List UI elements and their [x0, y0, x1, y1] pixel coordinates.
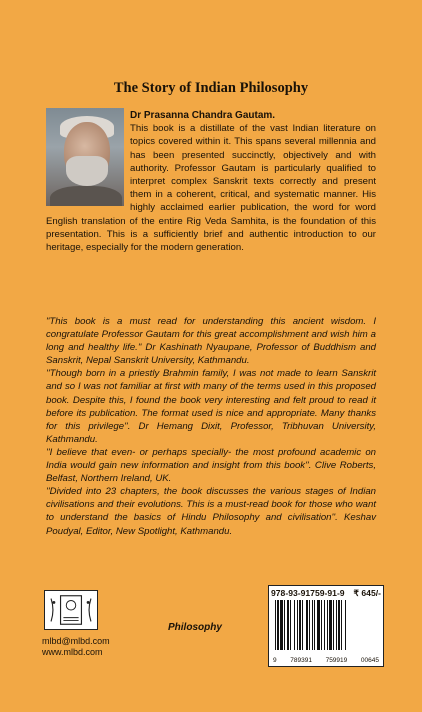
book-description: This book is a distillate of the vast Indian literature on topics covered within it. This spans several millennia and has been presented succinctly, objectively and with authority. Professor Gautam is particularly qualified to interpret complex Sanskrit texts correctly and present them in a coherent, critical, and systematic manner. His highly acclaimed earlier publication, the word for word English translation of the entire Rig Veda Samhita, is the foundation of this presentation. This is a sufficiently brief and authentic introduction to our heritage, especially for the modern generation.	[46, 123, 376, 254]
author-bio	[46, 109, 376, 254]
barcode-digit-group: 759919	[325, 657, 348, 664]
author-name: Dr Prasanna Chandra Gautam.	[130, 110, 276, 121]
publisher-email: mlbd@mlbd.com	[42, 636, 110, 646]
category-label: Philosophy	[168, 622, 222, 633]
reviews	[46, 315, 376, 538]
barcode	[273, 600, 381, 656]
isbn: 978-93-91759-91-9	[271, 588, 345, 598]
review-3: ''I believe that even- or perhaps specially- the most profound academic on India would gain new information and insight from this book''. Clive Roberts, Belfast, Northern Ireland, UK.	[46, 446, 376, 485]
publisher-website: www.mlbd.com	[42, 647, 103, 657]
publisher-logo	[44, 590, 98, 630]
review-2: ''Though born in a priestly Brahmin family, I was not made to learn Sanskrit and so I was not familiar at first with many of the terms used in this proposed book. Despite this, I found the book very interesting and felt proud to read it before its publication. The format used is nice and appropriate. Many thanks for this privilege''. Dr Hemang Dixit, Professor, Tribhuvan University, Kathmandu.	[46, 368, 376, 445]
publisher-logo-icon	[45, 591, 97, 629]
publisher-contact	[42, 636, 110, 658]
barcode-digit-group: 00645	[360, 657, 379, 664]
barcode-panel	[268, 585, 384, 667]
barcode-digit-group: 789391	[290, 657, 312, 664]
review-1: "This book is a must read for understanding this ancient wisdom. I congratulate Professor Gautam for this great accomplishment and wish him a long and healthy life.'' Dr Kashinath Nyaupane, Professor of Buddhism and Sanskrit, Nepal Sanskrit University, Kathmandu.	[46, 316, 376, 367]
book-title: The Story of Indian Philosophy	[113, 80, 309, 96]
barcode-digit-group: 9	[273, 657, 277, 664]
review-4: ''Divided into 23 chapters, the book discusses the various stages of Indian civilisations and their evolutions. This is a must-read book for those who want to understand the basics of Hindu Philosophy and civilisation''. Keshav Poudyal, Editor, New Spotlight, Kathmandu.	[46, 486, 376, 537]
price: ₹ 645/-	[353, 588, 381, 598]
